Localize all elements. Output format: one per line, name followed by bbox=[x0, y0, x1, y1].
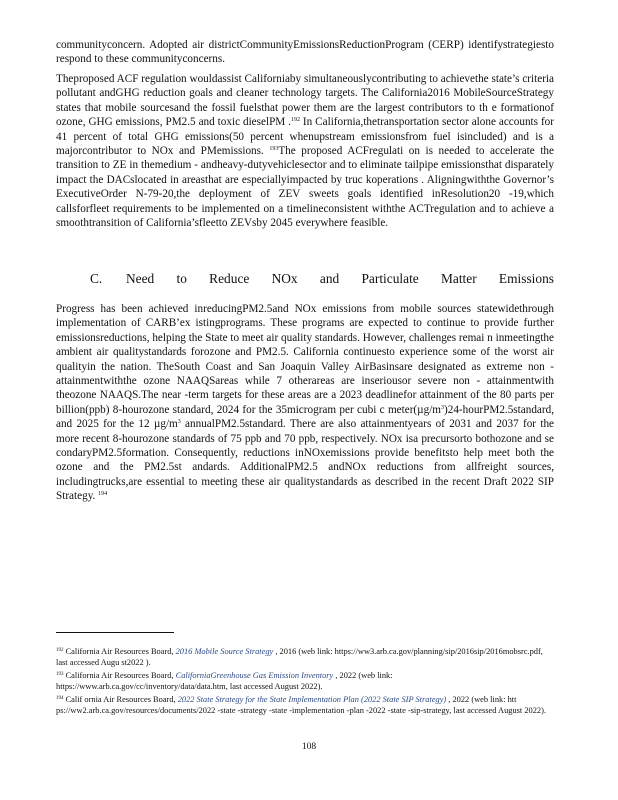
footnote-ref[interactable]: 194 bbox=[98, 491, 108, 498]
footnote bbox=[56, 694, 554, 716]
footnote-number: 193 bbox=[56, 672, 64, 677]
paragraph-nox-pm bbox=[56, 302, 554, 504]
section-heading bbox=[56, 270, 554, 288]
footnote-title: 2022 State Strategy for the State Implementation Plan (2022 State SIP Strategy) bbox=[177, 695, 447, 704]
footnote-text: , 2016 (web link: https://ww3.arb.ca.gov/planning/sip/2016sip/2016mobsrc.pdf, last accessed Augu st2022 ). bbox=[56, 647, 543, 667]
paragraph-text: communityconcern. Adopted air districtCommunityEmissionsReductionProgram (CERP) identifystrategiesto respond to these communityconcerns. bbox=[56, 39, 554, 66]
paragraph-text: annualPM2.5standard. There are also attainmentyears of 2031 and 2037 for the more recent 8-hourozone standards of 75 ppb and 70 ppb, respectively. NOx isa precursorto bothozone and se condaryPM2.5formation. Consequently, reductions inNOxemissions provide benefitsto help meet both the ozone and the PM2.5st andards. AdditionalPM2.5 andNOx reductions from allfreight sources, includingtrucks,are essential to meeting these air qualitystandards as described in the recent Draft 2022 SIP Strategy. bbox=[56, 418, 554, 503]
section-title: Need to Reduce NOx and Particulate Matter Emissions bbox=[126, 271, 554, 286]
paragraph-text: )24-hourPM2.5standard, and 2025 for the 12 µg/m bbox=[56, 403, 554, 431]
paragraph-text: Progress has been achieved inreducingPM2.5and NOx emissions from mobile sources statewidethrough implementation of CARB’ex istingprograms. These programs are expected to continue to provide further emissionsreductions, helping the State to meet air quality standards. However, challenges remai n inmeetingthe ambient air qualitystandards forozone and PM2.5. California continuesto experience some of the worst air qualityin the nation. TheSouth Coast and San Joaquin Valley AirBasinsare designated as extreme non - attainmentwiththe ozone NAAQSareas while 7 otherareas are inseriousor severe non - attainmentwith theozone NAAQS.The near -term targets for these areas are a 2023 deadlinefor attainment of the 80 parts per billion(ppb) 8-hourozone standard, 2024 for the 35microgram per cubi c meter(µg/m bbox=[56, 303, 554, 416]
section-number: C. bbox=[90, 271, 103, 286]
paragraph-text: Theproposed ACF regulation wouldassist Californiaby simultaneouslycontributing to achievethe state’s criteria pollutant andGHG reduction goals and cleaner technology targets. The California2016 MobileSourceStrategy states that mobile sourcesand the fossil fuelsthat power them are the largest contributors to th e formationof ozone, GHG emissions, PM2.5 and toxic dieselPM . bbox=[56, 73, 554, 129]
superscript: 3 bbox=[441, 404, 444, 411]
paragraph-text: In California,thetransportation sector alone accounts for 41 percent of total GHG emissions(50 percent whenupstream emissionsfrom fuel isincluded) and is a majorcontributor to NOx and PMemissions. bbox=[56, 116, 554, 158]
footnote-text: California Air Resources Board, bbox=[63, 671, 176, 680]
footnote-number: 194 bbox=[56, 696, 64, 701]
footnote bbox=[56, 670, 554, 692]
superscript: 3 bbox=[177, 419, 181, 426]
footnote bbox=[56, 646, 554, 668]
page-number: 108 bbox=[301, 742, 317, 752]
footnote-divider bbox=[56, 632, 174, 633]
paragraph-acf-regulation bbox=[56, 72, 554, 230]
paragraph-cerp bbox=[56, 38, 554, 67]
footnote-title: 2016 Mobile Source Strategy bbox=[175, 647, 274, 656]
footnote-title: CaliforniaGreenhouse Gas Emission Inventory bbox=[175, 671, 334, 680]
footnote-ref[interactable]: 193 bbox=[269, 146, 279, 153]
footnote-ref[interactable]: 192 bbox=[290, 117, 300, 124]
footnote-text: California Air Resources Board, bbox=[63, 647, 176, 656]
footnote-text: , 2022 (web link: https://www.arb.ca.gov/cc/inventory/data/data.htm, last accessed August 2022). bbox=[56, 671, 393, 691]
footnote-text: , 2022 (web link: htt ps://ww2.arb.ca.gov/resources/documents/2022 -state -strategy -state -implementation -plan -2022 -state -sip-strategy, last accessed August 2022). bbox=[56, 695, 546, 715]
footnote-text: Calif ornia Air Resources Board, bbox=[63, 695, 178, 704]
footnote-number: 192 bbox=[56, 648, 64, 653]
paragraph-text: The proposed ACFregulati on is needed to accelerate the transition to ZE in themedium - andheavy-dutyvehiclesector and to eliminate tailpipe emissionsthat disparately impact the DACslocated in areasthat are especiallyimpacted by truc koperations . Aligningwiththe Governor’s ExecutiveOrder N-79-20,the deployment of ZEV sweets goals identified inResolution20 -19,which callsforfleet requirements to be implemented on a timelineconsistent withthe ACTregulation and to achieve a smoothtransition of California’sfleetto ZEVsby 2045 everywhere feasible. bbox=[56, 145, 554, 230]
